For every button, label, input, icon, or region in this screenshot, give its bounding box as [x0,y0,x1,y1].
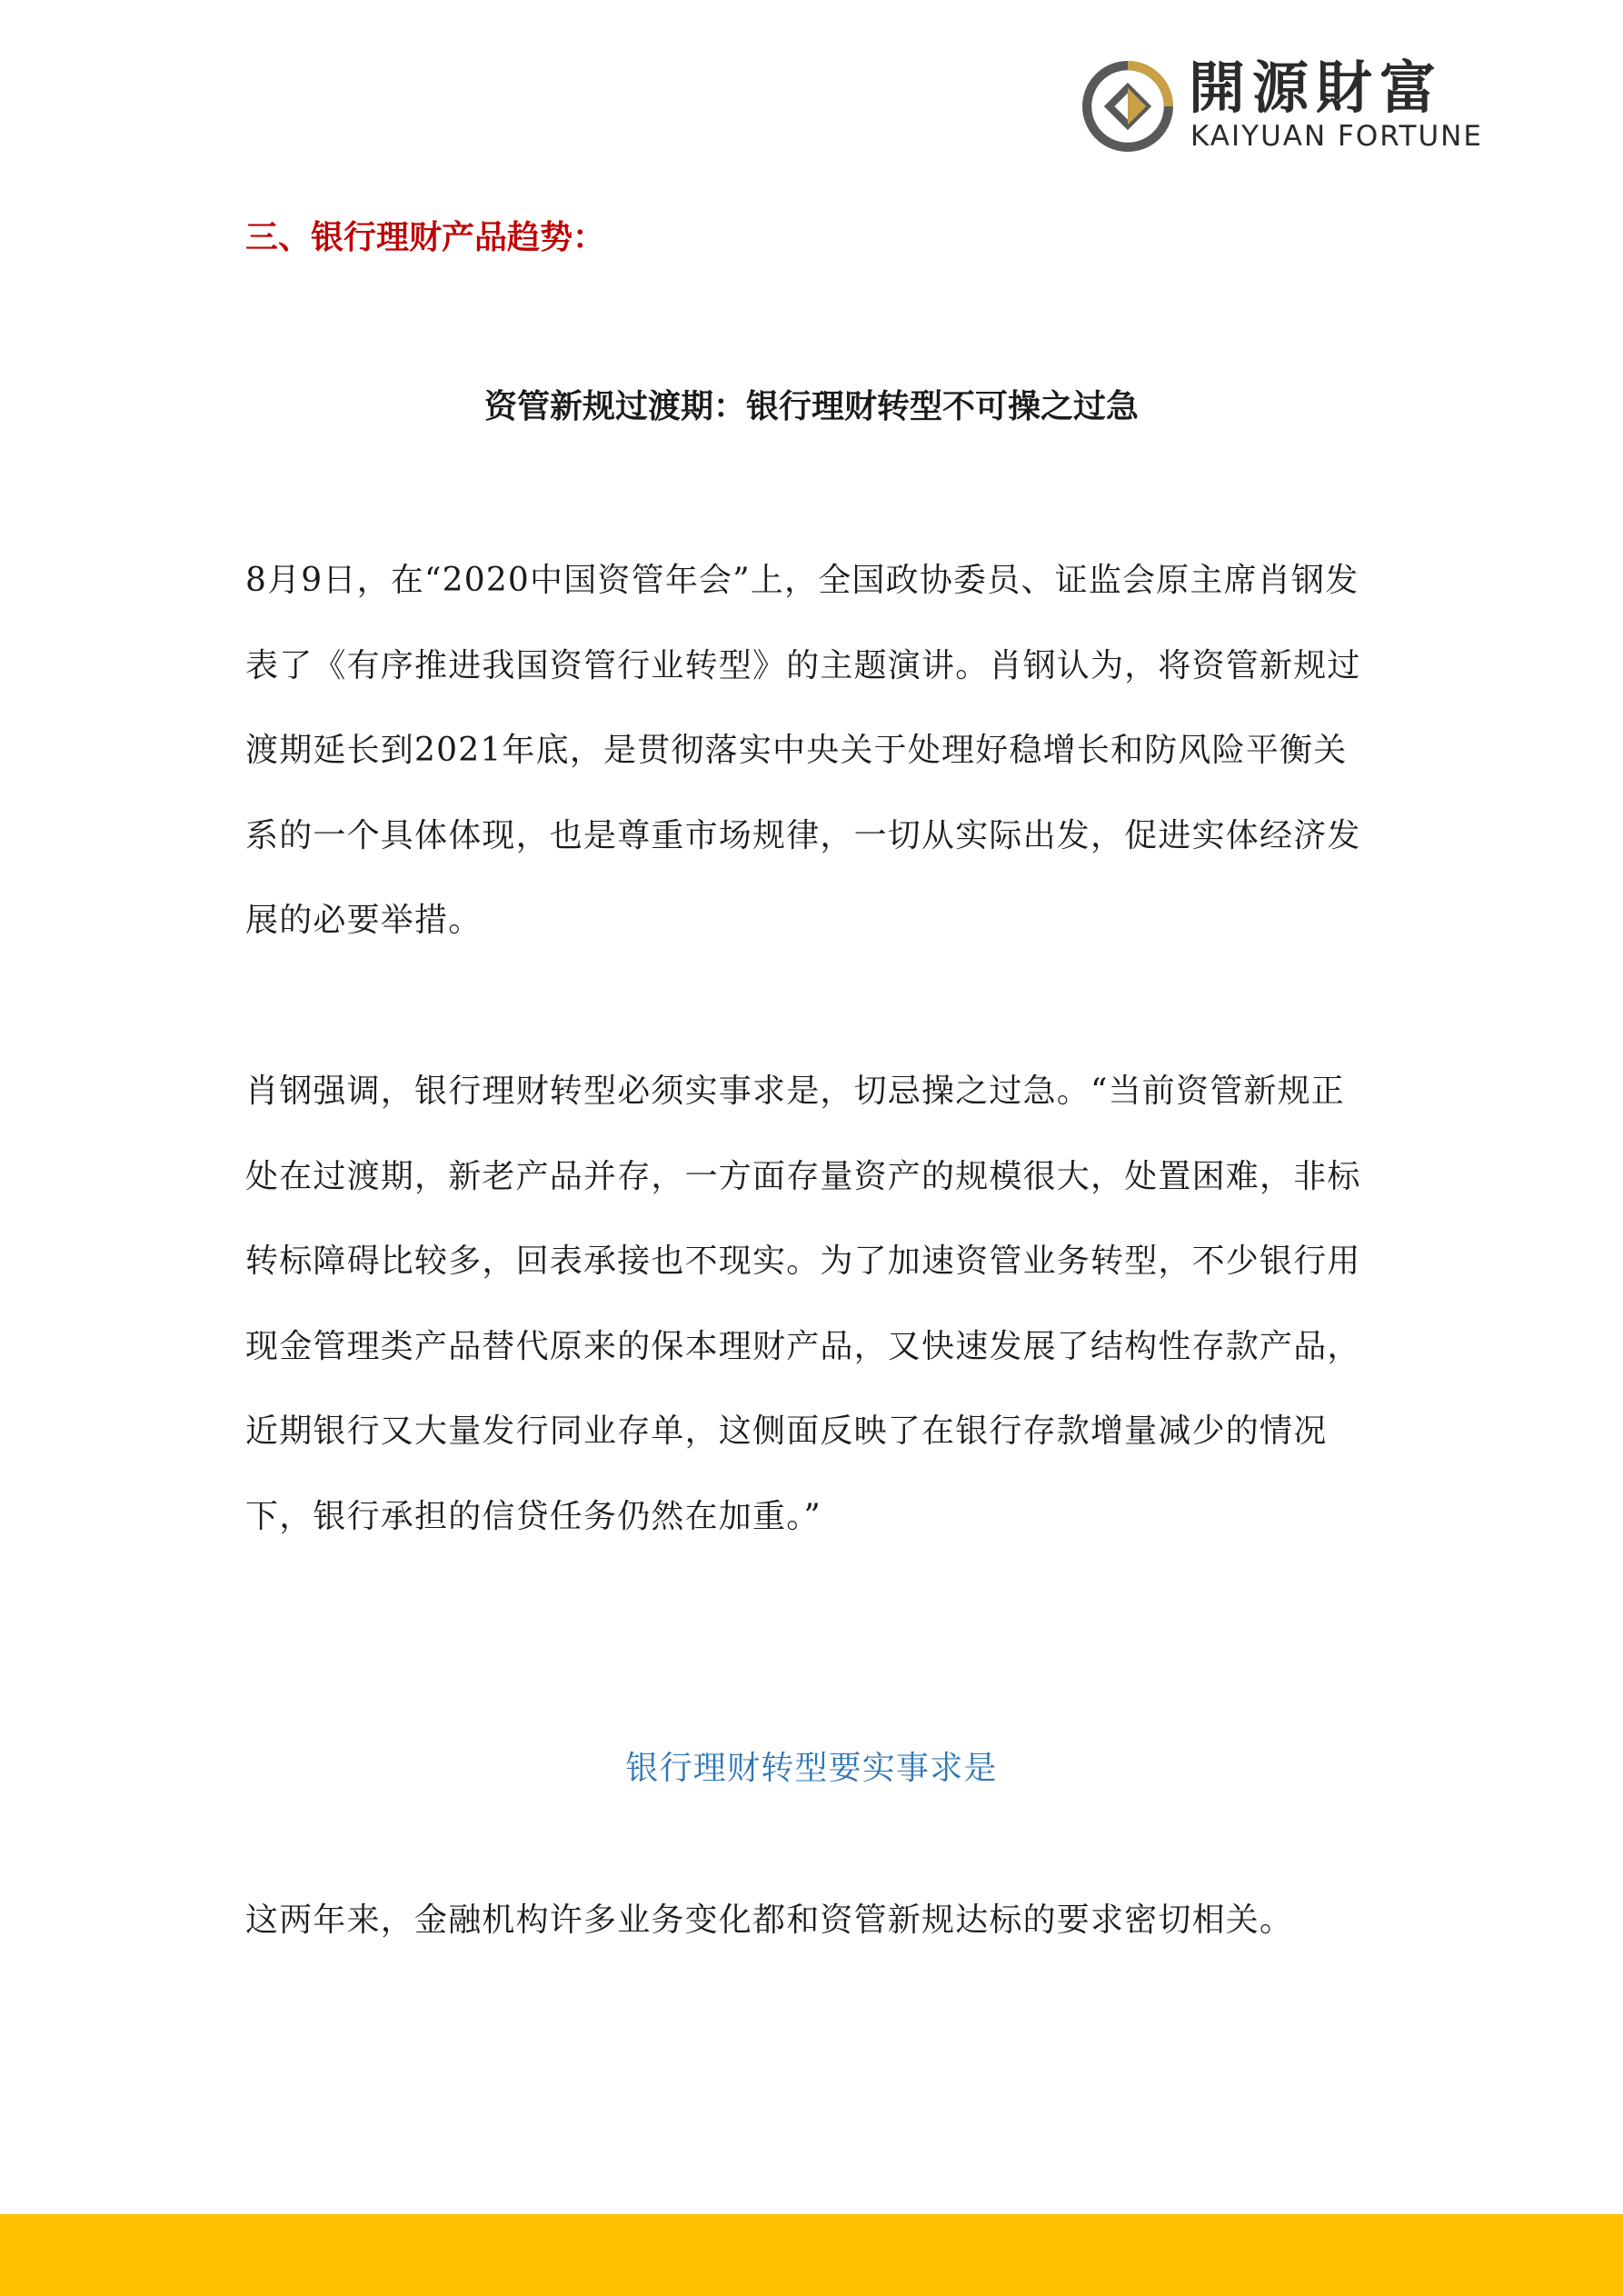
article-title: 资管新规过渡期：银行理财转型不可操之过急 [483,388,1139,425]
company-logo [1081,56,1499,156]
paragraph-2: 肖钢强调，银行理财转型必须实事求是，切忌操之过急。“当前资管新规正处在过渡期，新老产品并存，一方面存量资产的规模很大，处置困难，非标转标障碍比较多，回表承接也不现实。为了加速资管业务转型，不少银行用现金管理类产品替代原来的保本理财产品，又快速发展了结构性存款产品，近期银行又大量发行同业存单，这侧面反映了在银行存款增量减少的情况下，银行承担的信贷任务仍然在加重。” [245,1073,1361,1535]
section-title: 三、银行理财产品趋势： [245,219,606,256]
logo-chinese-name: 開源財富 [1189,55,1444,121]
footer-bar [0,2214,1623,2296]
paragraph-3: 这两年来，金融机构许多业务变化都和资管新规达标的要求密切相关。 [245,1902,1294,1939]
paragraph-1: 8月9日，在“2020中国资管年会”上，全国政协委员、证监会原主席肖钢发表了《有序推进我国资管行业转型》的主题演讲。肖钢认为，将资管新规过渡期延长到2021年底，是贯彻落实中央关于处理好稳增长和防风险平衡关系的一个具体体现，也是尊重市场规律，一切从实际出发，促进实体经济发展的必要举措。 [245,562,1361,939]
logo-english-name: KAIYUAN FORTUNE [1190,120,1483,153]
subheading: 银行理财转型要实事求是 [625,1750,998,1787]
kaiyuan-logo-icon [1081,60,1174,153]
